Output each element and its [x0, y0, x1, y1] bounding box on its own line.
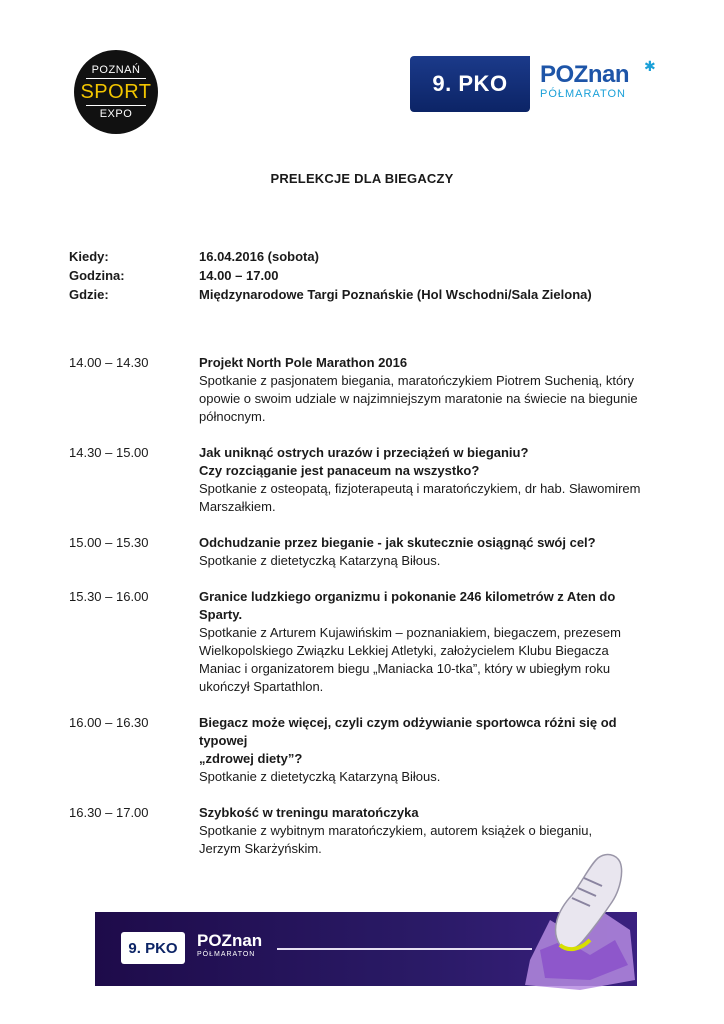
talk-desc-line: ukończył Spartathlon. [199, 679, 324, 694]
schedule-item [69, 534, 669, 570]
schedule-time: 16.00 – 16.30 [69, 715, 149, 730]
logo-divider [86, 78, 146, 79]
talk-desc-line: opowie o swoim udziale w najzimniejszym maratonie na świecie na biegunie [199, 391, 638, 406]
schedule-time: 15.00 – 15.30 [69, 535, 149, 550]
schedule-item [69, 444, 669, 516]
talk-desc-line: Jerzym Skarżyńskim. [199, 841, 322, 856]
talk-desc-line: północnym. [199, 409, 266, 424]
info-label: Gdzie: [69, 287, 109, 302]
talk-desc-line: Spotkanie z pasjonatem biegania, maratończykiem Piotrem Suchenią, który [199, 373, 634, 388]
schedule-item [69, 714, 669, 786]
poznan-logo-sub: PÓŁMARATON [540, 88, 626, 100]
schedule-time: 16.30 – 17.00 [69, 805, 149, 820]
schedule-item [69, 588, 669, 696]
talk-title-line: Odchudzanie przez bieganie - jak skutecznie osiągnąć swój cel? [199, 535, 596, 550]
poznan-logo-name: POZnan [540, 61, 630, 88]
page-title: PRELEKCJE DLA BIEGACZY [270, 171, 454, 186]
talk-desc-line: Spotkanie z dietetyczką Katarzyną Biłous. [199, 769, 441, 784]
event-info [69, 248, 592, 305]
poznan-polmaraton-logo [540, 58, 660, 106]
info-value: 16.04.2016 (sobota) [199, 249, 319, 264]
schedule-body [199, 354, 659, 426]
logo-line-3: EXPO [99, 108, 133, 120]
talk-title-line: Jak uniknąć ostrych urazów i przeciążeń w bieganiu? [199, 445, 529, 460]
schedule-body [199, 714, 659, 786]
talk-title-line: Biegacz może więcej, czyli czym odżywianie sportowca różni się od typowej [199, 715, 617, 748]
schedule-body [199, 588, 659, 696]
talk-desc-line: Marszałkiem. [199, 499, 276, 514]
talk-title-line: Szybkość w treningu maratończyka [199, 805, 419, 820]
talk-title-line: „zdrowej diety”? [199, 751, 303, 766]
talk-title-line: Projekt North Pole Marathon 2016 [199, 355, 408, 370]
talk-title-line: Czy rozciąganie jest panaceum na wszystko? [199, 463, 480, 478]
talk-desc-line: Wielkopolskiego Związku Lekkiej Atletyki, założycielem Klubu Biegacza [199, 643, 609, 658]
schedule-body [199, 534, 659, 570]
info-label: Kiedy: [69, 249, 109, 264]
talk-desc-line: Spotkanie z wybitnym maratończykiem, autorem książek o bieganiu, [199, 823, 593, 838]
footer-divider-line [277, 948, 532, 950]
pko-badge-logo: 9. PKO [410, 56, 530, 112]
running-shoe-icon [520, 840, 640, 990]
logo-divider [86, 105, 146, 106]
schedule-time: 15.30 – 16.00 [69, 589, 149, 604]
schedule-time: 14.30 – 15.00 [69, 445, 149, 460]
talk-desc-line: Spotkanie z dietetyczką Katarzyną Biłous. [199, 553, 441, 568]
info-label: Godzina: [69, 268, 125, 283]
talk-desc-line: Spotkanie z Arturem Kujawińskim – poznaniakiem, biegaczem, prezesem [199, 625, 621, 640]
footer-pko-badge: 9. PKO [121, 932, 185, 964]
footer-poznan-sub: PÓŁMARATON [197, 951, 256, 958]
info-row-where [69, 286, 592, 305]
footer-poznan-name: POZnan [197, 931, 263, 950]
poznan-sport-expo-logo [74, 50, 158, 134]
info-value: 14.00 – 17.00 [199, 268, 279, 283]
info-value: Międzynarodowe Targi Poznańskie (Hol Wschodni/Sala Zielona) [199, 287, 592, 302]
talk-desc-line: Spotkanie z osteopatą, fizjoterapeutą i maratończykiem, dr hab. Sławomirem [199, 481, 641, 496]
logo-line-1: POZNAŃ [91, 64, 141, 76]
schedule-time: 14.00 – 14.30 [69, 355, 149, 370]
schedule-list [69, 354, 669, 858]
info-row-time [69, 267, 592, 286]
schedule-body [199, 444, 659, 516]
footer-poznan-logo [197, 932, 262, 959]
star-icon: ✱ [644, 58, 656, 74]
schedule-item [69, 354, 669, 426]
logo-line-2: SPORT [80, 81, 152, 103]
info-row-when [69, 248, 592, 267]
talk-title-line: Granice ludzkiego organizmu i pokonanie 246 kilometrów z Aten do Sparty. [199, 589, 616, 622]
talk-desc-line: Maniac i organizatorem biegu „Maniacka 10-tka”, który w ubiegłym roku [199, 661, 611, 676]
